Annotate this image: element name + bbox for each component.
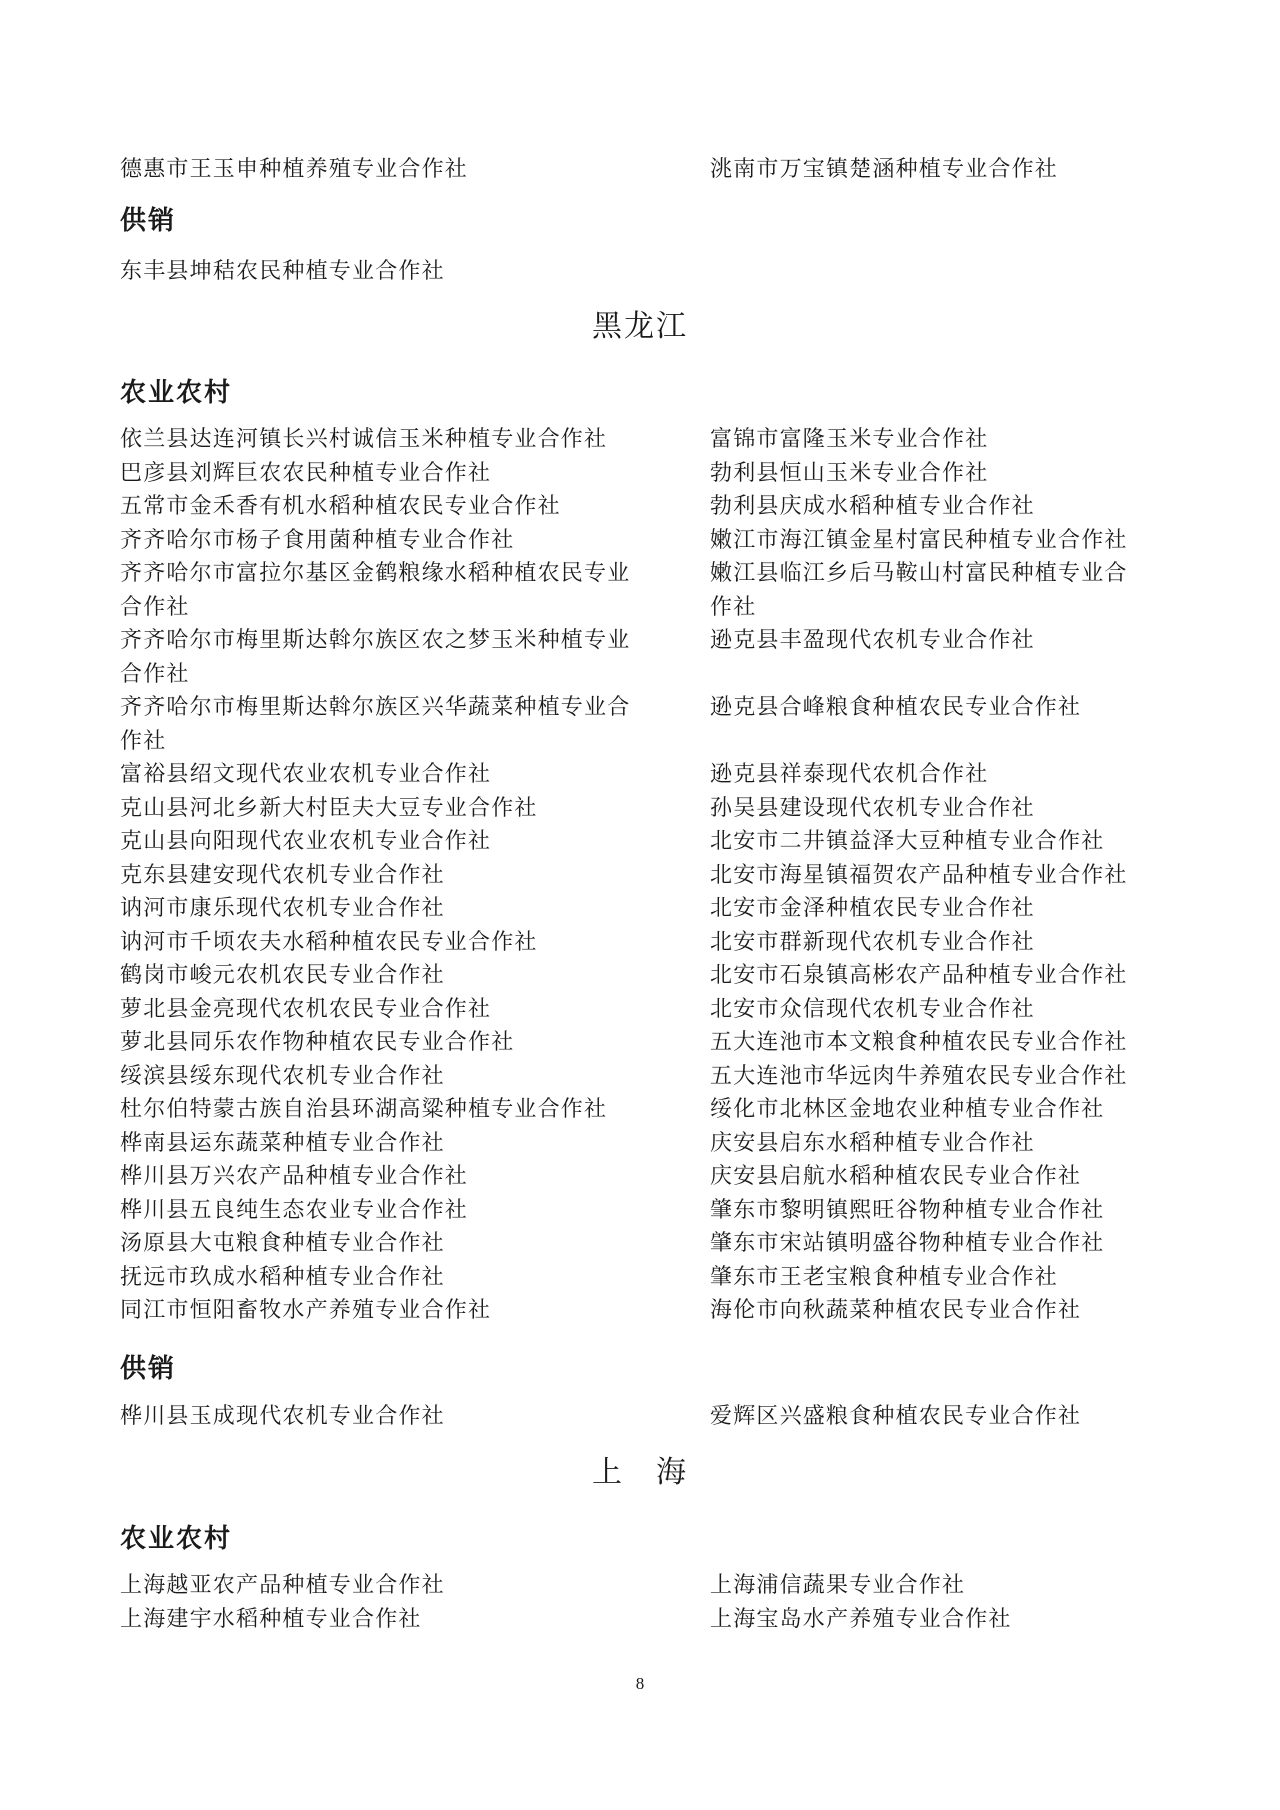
list-row [120, 255, 1200, 289]
cooperative-name-left: 上海越亚农产品种植专业合作社 [120, 1573, 445, 1598]
cooperative-name-left: 克山县向阳现代农业农机专业合作社 [120, 829, 492, 854]
list-row [120, 658, 1200, 692]
cooperative-name-right [710, 255, 1200, 289]
list-row [120, 1026, 1200, 1060]
cooperative-name-right: 肇东市宋站镇明盛谷物种植专业合作社 [710, 1231, 1105, 1256]
jilin-planting-list [120, 153, 1200, 187]
jilin-supply-list [120, 255, 1200, 289]
cooperative-name-right: 北安市众信现代农机专业合作社 [710, 996, 1035, 1022]
cooperative-name-left: 克东县建安现代农机专业合作社 [120, 862, 445, 888]
list-row [120, 1227, 1200, 1261]
list-row [120, 1400, 1200, 1434]
list-row [120, 691, 1200, 725]
list-row [120, 557, 1200, 591]
cooperative-name-left: 桦南县运东蔬菜种植专业合作社 [120, 1130, 445, 1156]
cooperative-name-left: 齐齐哈尔市梅里斯达斡尔族区农之梦玉米种植专业 [120, 628, 631, 653]
cooperative-name-left: 合作社 [120, 594, 190, 620]
list-row [120, 1093, 1200, 1127]
cooperative-name-left: 富裕县绍文现代农业农机专业合作社 [120, 762, 492, 787]
cooperative-name-right: 五大连池市华远肉牛养殖农民专业合作社 [710, 1063, 1128, 1089]
list-row [120, 758, 1200, 792]
list-row [120, 1603, 1200, 1637]
list-row [120, 1261, 1200, 1295]
cooperative-name-right: 北安市二井镇益泽大豆种植专业合作社 [710, 829, 1105, 854]
list-row [120, 1127, 1200, 1161]
cooperative-name-left: 五常市金禾香有机水稻种植农民专业合作社 [120, 494, 561, 519]
list-row [120, 725, 1200, 759]
list-row [120, 624, 1200, 658]
cooperative-name-right: 北安市海星镇福贺农产品种植专业合作社 [710, 862, 1128, 888]
list-row [120, 457, 1200, 491]
list-row [120, 1569, 1200, 1603]
list-row [120, 1160, 1200, 1194]
cooperative-name-right: 嫩江市海江镇金星村富民种植专业合作社 [710, 527, 1128, 553]
cooperative-name-left: 绥滨县绥东现代农机专业合作社 [120, 1063, 445, 1089]
cooperative-name-right: 洮南市万宝镇楚涵种植专业合作社 [710, 157, 1059, 182]
list-row [120, 859, 1200, 893]
cooperative-name-left: 萝北县同乐农作物种植农民专业合作社 [120, 1030, 515, 1055]
cooperative-name-left: 桦川县玉成现代农机专业合作社 [120, 1404, 445, 1429]
cooperative-name-right: 逊克县合峰粮食种植农民专业合作社 [710, 695, 1082, 720]
cooperative-name-left: 克山县河北乡新大村臣夫大豆专业合作社 [120, 795, 538, 821]
cooperative-name-left: 鹤岗市峻元农机农民专业合作社 [120, 963, 445, 988]
heilongjiang-supply-heading: 供销 [120, 1354, 177, 1384]
cooperative-name-right: 绥化市北林区金地农业种植专业合作社 [710, 1097, 1105, 1122]
cooperative-name-right: 逊克县祥泰现代农机合作社 [710, 762, 989, 787]
cooperative-name-right: 肇东市王老宝粮食种植专业合作社 [710, 1264, 1059, 1290]
list-row [120, 423, 1200, 457]
cooperative-name-left: 讷河市千顷农夫水稻种植农民专业合作社 [120, 929, 538, 955]
list-row [120, 792, 1200, 826]
list-row [120, 591, 1200, 625]
cooperative-name-right: 勃利县庆成水稻种植专业合作社 [710, 494, 1035, 519]
cooperative-name-right: 勃利县恒山玉米专业合作社 [710, 460, 989, 486]
list-row [120, 825, 1200, 859]
page-number: 8 [635, 1674, 645, 1693]
cooperative-name-right [710, 725, 1200, 759]
cooperative-name-left: 德惠市王玉申种植养殖专业合作社 [120, 157, 469, 182]
list-row [120, 1294, 1200, 1328]
heilongjiang-agri-list [120, 423, 1200, 1328]
cooperative-name-left: 桦川县万兴农产品种植专业合作社 [120, 1164, 469, 1189]
list-row [120, 1194, 1200, 1228]
list-row [120, 959, 1200, 993]
list-row [120, 993, 1200, 1027]
list-row [120, 490, 1200, 524]
cooperative-name-right: 海伦市向秋蔬菜种植农民专业合作社 [710, 1298, 1082, 1323]
cooperative-name-left: 齐齐哈尔市富拉尔基区金鹤粮缘水稻种植农民专业 [120, 561, 631, 586]
province-shanghai-title: 上 海 [592, 1455, 688, 1490]
cooperative-name-left: 齐齐哈尔市梅里斯达斡尔族区兴华蔬菜种植专业合 [120, 695, 631, 720]
cooperative-name-right: 嫩江县临江乡后马鞍山村富民种植专业合 [710, 561, 1128, 586]
list-row [120, 524, 1200, 558]
list-row [120, 1060, 1200, 1094]
cooperative-name-right [710, 658, 1200, 692]
cooperative-name-left: 同江市恒阳畜牧水产养殖专业合作社 [120, 1298, 492, 1323]
list-row [120, 926, 1200, 960]
cooperative-name-left: 东丰县坤秸农民种植专业合作社 [120, 259, 445, 284]
province-heilongjiang-title: 黑龙江 [592, 309, 688, 344]
cooperative-name-right: 庆安县启东水稻种植专业合作社 [710, 1130, 1035, 1156]
cooperative-name-right: 爱辉区兴盛粮食种植农民专业合作社 [710, 1404, 1082, 1429]
heilongjiang-agri-heading: 农业农村 [120, 378, 233, 408]
cooperative-name-left: 巴彦县刘辉巨农农民种植专业合作社 [120, 460, 492, 486]
cooperative-name-left: 上海建宇水稻种植专业合作社 [120, 1606, 422, 1632]
cooperative-name-right: 逊克县丰盈现代农机专业合作社 [710, 628, 1035, 653]
cooperative-name-right: 肇东市黎明镇熙旺谷物种植专业合作社 [710, 1197, 1105, 1223]
cooperative-name-right: 五大连池市本文粮食种植农民专业合作社 [710, 1030, 1128, 1055]
cooperative-name-right: 上海宝岛水产养殖专业合作社 [710, 1606, 1012, 1632]
cooperative-name-left: 合作社 [120, 661, 190, 687]
cooperative-name-right: 孙吴县建设现代农机专业合作社 [710, 795, 1035, 821]
cooperative-name-left: 齐齐哈尔市杨子食用菌种植专业合作社 [120, 527, 515, 553]
cooperative-name-left: 汤原县大屯粮食种植专业合作社 [120, 1231, 445, 1256]
cooperative-name-right: 北安市群新现代农机专业合作社 [710, 929, 1035, 955]
cooperative-name-left: 作社 [120, 728, 167, 754]
cooperative-name-right: 上海浦信蔬果专业合作社 [710, 1573, 966, 1598]
heilongjiang-supply-list [120, 1400, 1200, 1434]
cooperative-name-right: 北安市金泽种植农民专业合作社 [710, 896, 1035, 921]
cooperative-name-left: 抚远市玖成水稻种植专业合作社 [120, 1264, 445, 1290]
cooperative-name-left: 依兰县达连河镇长兴村诚信玉米种植专业合作社 [120, 427, 608, 452]
cooperative-name-right: 北安市石泉镇高彬农产品种植专业合作社 [710, 963, 1128, 988]
cooperative-name-right: 作社 [710, 594, 757, 620]
cooperative-name-right: 富锦市富隆玉米专业合作社 [710, 427, 989, 452]
cooperative-name-left: 杜尔伯特蒙古族自治县环湖高粱种植专业合作社 [120, 1097, 608, 1122]
cooperative-name-left: 桦川县五良纯生态农业专业合作社 [120, 1197, 469, 1223]
shanghai-agri-list [120, 1569, 1200, 1636]
jilin-supply-heading: 供销 [120, 206, 177, 236]
shanghai-agri-heading: 农业农村 [120, 1524, 233, 1554]
cooperative-name-right: 庆安县启航水稻种植农民专业合作社 [710, 1164, 1082, 1189]
cooperative-name-left: 讷河市康乐现代农机专业合作社 [120, 896, 445, 921]
list-row [120, 892, 1200, 926]
list-row [120, 153, 1200, 187]
cooperative-name-left: 萝北县金亮现代农机农民专业合作社 [120, 996, 492, 1022]
